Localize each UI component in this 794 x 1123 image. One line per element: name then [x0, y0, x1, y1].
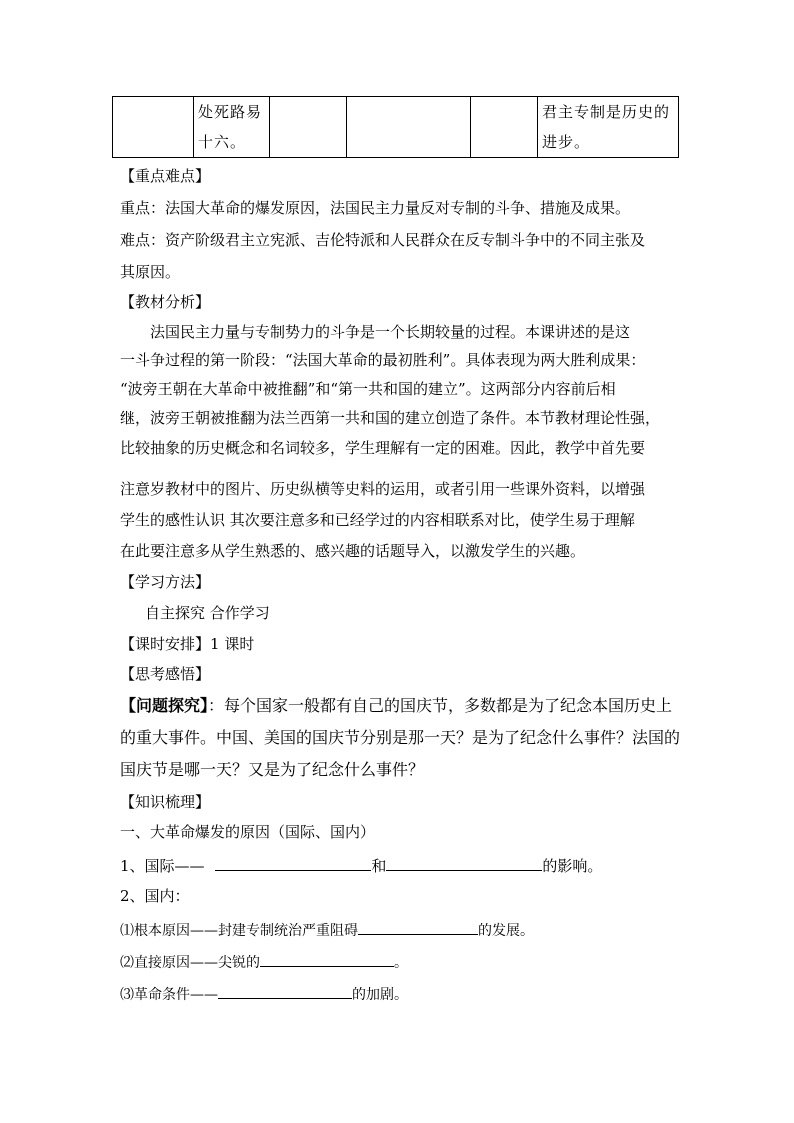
- method-content: 自主探究 合作学习: [145, 604, 270, 622]
- table-row: [113, 97, 679, 158]
- sub-root-cause: [120, 918, 680, 941]
- item-international-suffix: 的影响。: [542, 857, 603, 875]
- table-cell-4: [347, 97, 471, 158]
- table-cell-3: [270, 97, 347, 158]
- difficult-point-text-line2: 其原因。: [120, 263, 181, 281]
- item-international: [120, 854, 680, 876]
- table-cell-event-text: 处死路易十六。: [198, 103, 263, 151]
- sub-revolution-condition: [120, 982, 680, 1005]
- difficult-point-text-line1: 难点：资产阶级君主立宪派、吉伦特派和人民群众在反专制斗争中的不同主张及: [120, 231, 646, 249]
- item-domestic: 2、国内：: [120, 887, 190, 905]
- inquiry-line3: 国庆节是哪一天？又是为了纪念什么事件？: [120, 760, 425, 779]
- sub-direct-cause: [120, 950, 680, 973]
- sub-revolution-condition-prefix: ⑶革命条件——: [120, 987, 218, 1003]
- history-table: [112, 96, 679, 158]
- fill-blank-1[interactable]: [215, 854, 371, 871]
- fill-blank-5[interactable]: [218, 982, 352, 999]
- fill-blank-2[interactable]: [386, 854, 542, 871]
- analysis-heading: 【教材分析】: [120, 293, 211, 311]
- schedule-line: [120, 634, 680, 654]
- fill-blank-4[interactable]: [260, 950, 394, 967]
- inquiry-label: 【问题探究】: [120, 696, 209, 715]
- schedule-value: 1 课时: [210, 635, 255, 653]
- analysis-line: 学生的感性认识 其次要注意多和已经学过的内容相联系对比，使学生易于理解: [120, 511, 635, 529]
- inquiry-text: ：每个国家一般都有自己的国庆节，多数都是为了纪念本国历史上: [208, 696, 673, 715]
- sub-revolution-condition-suffix: 的加剧。: [352, 987, 408, 1003]
- sub-direct-cause-prefix: ⑵直接原因——尖锐的: [120, 955, 260, 971]
- sub-direct-cause-suffix: 。: [394, 955, 408, 971]
- inquiry-line2: 的重大事件。中国、美国的国庆节分别是那一天？是为了纪念什么事件？法国的: [120, 728, 681, 747]
- key-points-heading: 【重点难点】: [120, 167, 211, 185]
- inquiry-line1: [120, 696, 680, 716]
- fill-blank-3[interactable]: [358, 918, 478, 935]
- item-international-prefix: 1、国际——: [120, 857, 205, 875]
- table-cell-comment: [538, 97, 679, 158]
- sub-root-cause-prefix: ⑴根本原因——封建专制统治严重阻碍: [120, 923, 358, 939]
- table-cell-comment-text: 君主专制是历史的进步。: [542, 103, 671, 151]
- table-cell-1: [113, 97, 194, 158]
- table-cell-event: [194, 97, 270, 158]
- analysis-line: “波旁王朝在大革命中被推翻”和“第一共和国的建立”。这两部分内容前后相: [120, 380, 616, 398]
- schedule-label: 【课时安排】: [120, 635, 211, 653]
- analysis-line: 一斗争过程的第一阶段：“法国大革命的最初胜利”。具体表现为两大胜利成果：: [120, 351, 646, 369]
- reflection-heading: 【思考感悟】: [120, 665, 211, 683]
- key-point-text: 重点：法国大革命的爆发原因，法国民主力量反对专制的斗争、措施及成果。: [120, 199, 631, 217]
- sub-root-cause-suffix: 的发展。: [478, 923, 534, 939]
- analysis-line: 在此要注意多从学生熟悉的、感兴趣的话题导入，以激发学生的兴趣。: [120, 542, 586, 560]
- item-international-mid: 和: [371, 857, 387, 875]
- analysis-line: 比较抽象的历史概念和名词较多，学生理解有一定的困难。因此，教学中首先要: [120, 439, 646, 457]
- knowledge-heading: 【知识梳理】: [120, 793, 211, 811]
- analysis-line: 法国民主力量与专制势力的斗争是一个长期较量的过程。本课讲述的是这: [120, 323, 631, 341]
- table-cell-5: [471, 97, 538, 158]
- section-cause-title: 一、大革命爆发的原因（国际、国内）: [120, 823, 376, 841]
- analysis-line: 注意岁教材中的图片、历史纵横等史料的运用，或者引用一些课外资料，以增强: [120, 480, 646, 498]
- analysis-line: 继，波旁王朝被推翻为法兰西第一共和国的建立创造了条件。本节教材理论性强，: [120, 409, 661, 427]
- method-heading: 【学习方法】: [120, 573, 211, 591]
